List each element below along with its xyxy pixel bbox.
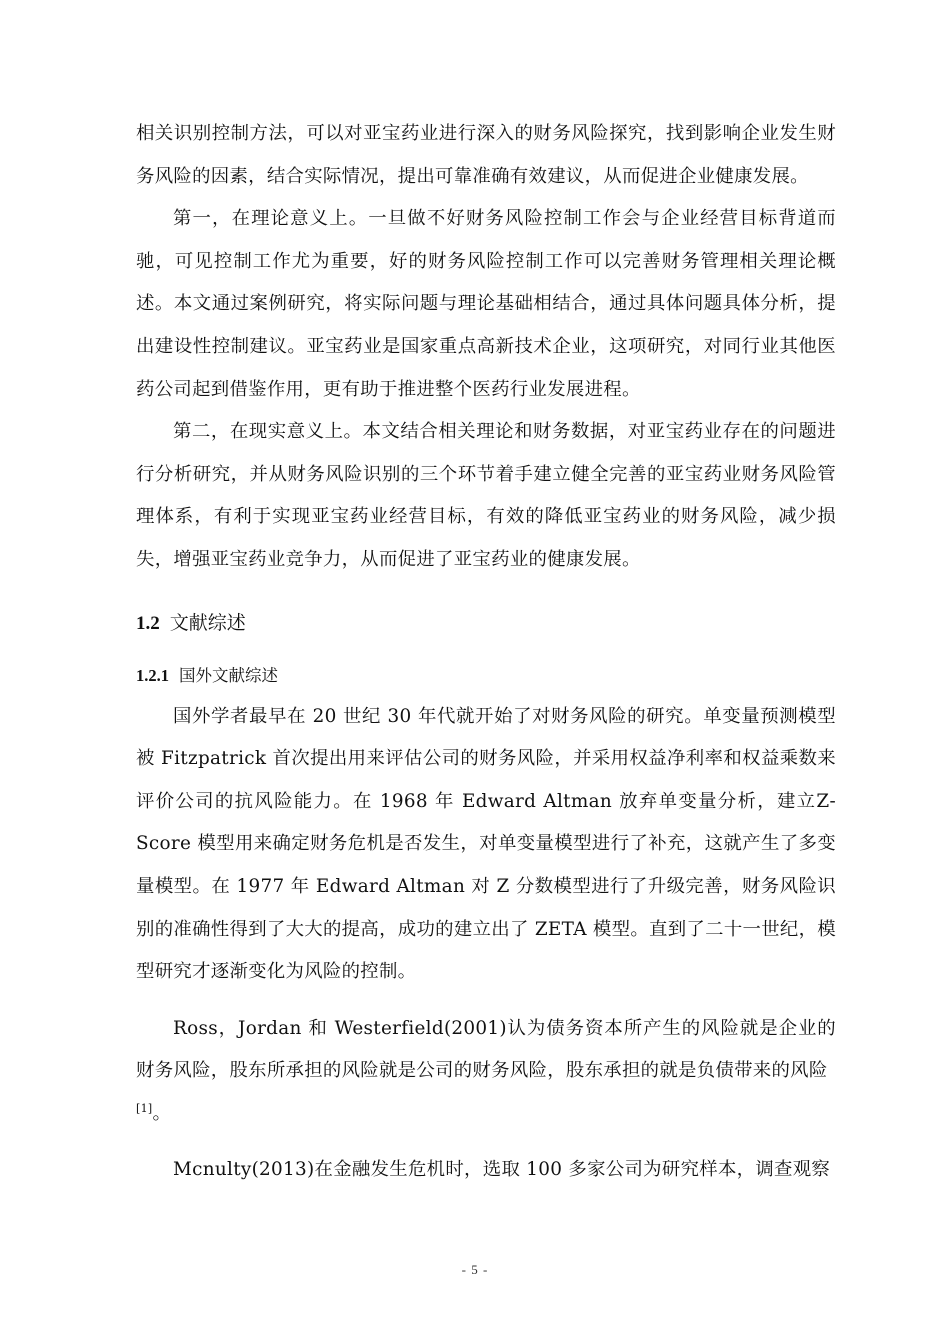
paragraph-continued: 相关识别控制方法，可以对亚宝药业进行深入的财务风险探究，找到影响企业发生财务风险的因素，结合实际情况，提出可靠准确有效建议，从而促进企业健康发展。: [136, 123, 836, 187]
page-content: [136, 113, 836, 1192]
citation-marker: [1]: [136, 1101, 153, 1115]
subsection-number: 1.2.1: [136, 665, 169, 685]
section-heading-literature-review: [136, 600, 836, 646]
paragraph-mcnulty: Mcnulty(2013)在金融发生危机时，选取 100 多家公司为研究样本，调查观察: [173, 1159, 831, 1181]
subsection-title: 国外文献综述: [179, 665, 278, 685]
paragraph-practical-significance: 第二，在现实意义上。本文结合相关理论和财务数据，对亚宝药业存在的问题进行分析研究，并从财务风险识别的三个环节着手建立健全完善的亚宝药业财务风险管理体系，有利于实现亚宝药业经营目标，有效的降低亚宝药业的财务风险，减少损失，增强亚宝药业竞争力，从而促进了亚宝药业的健康发展。: [136, 421, 836, 570]
section-number: 1.2: [136, 612, 160, 634]
page-number: - 5 -: [461, 1262, 489, 1277]
subsection-heading-foreign-literature: [136, 656, 836, 696]
paragraph-end-punct: 。: [152, 1102, 172, 1124]
paragraph-ross-jordan-westerfield: [136, 1008, 836, 1136]
paragraph-text: Ross，Jordan 和 Westerfield(2001)认为债务资本所产生的风险就是企业的财务风险，股东所承担的风险就是公司的财务风险，股东承担的就是负债带来的风险: [136, 1017, 836, 1082]
paragraph-theoretical-significance: 第一，在理论意义上。一旦做不好财务风险控制工作会与企业经营目标背道而驰，可见控制工作尤为重要，好的财务风险控制工作可以完善财务管理相关理论概述。本文通过案例研究，将实际问题与理论基础相结合，通过具体问题具体分析，提出建设性控制建议。亚宝药业是国家重点高新技术企业，这项研究，对同行业其他医药公司起到借鉴作用，更有助于推进整个医药行业发展进程。: [136, 208, 836, 400]
paragraph-foreign-research-history: 国外学者最早在 20 世纪 30 年代就开始了对财务风险的研究。单变量预测模型被 Fitzpatrick 首次提出用来评估公司的财务风险，并采用权益净利率和权益乘数来评价公司的抗风险能力。在 1968 年 Edward Altman 放弃单变量分析，建立Z-Score 模型用来确定财务危机是否发生，对单变量模型进行了补充，这就产生了多变量模型。在 1977 年 Edward Altman 对 Z 分数模型进行了升级完善，财务风险识别的准确性得到了大大的提高，成功的建立出了 ZETA 模型。直到了二十一世纪，模型研究才逐渐变化为风险的控制。: [136, 705, 836, 983]
section-title: 文献综述: [169, 611, 246, 634]
